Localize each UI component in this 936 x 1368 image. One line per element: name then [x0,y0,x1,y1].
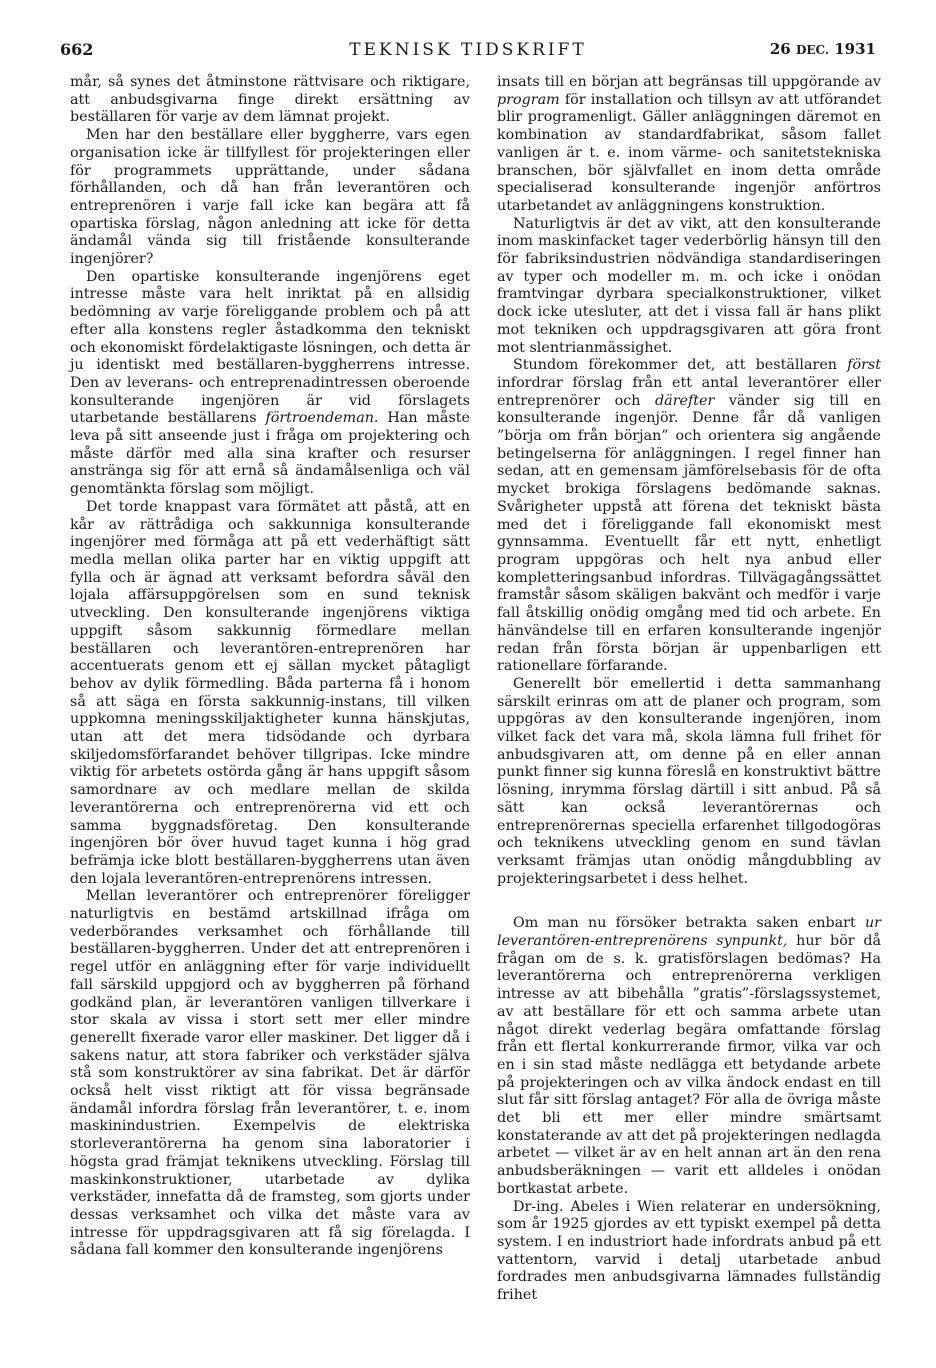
paragraph-text: vänder sig till en konsulterande ingenjör. Denne får då vanligen ”börja om från början” och orientera sig angående betingelserna för anläggningen. I regel finner han sedan, att en gemensam jämförelsebasis för de ofta mycket brokiga förslagens bedömande saknas. Svårigheter uppstå att förena det tekniskt bästa med det i föreliggande fall ekonomiskt mest gynnsamma. Eventuellt får ett nytt, enhetligt program uppgöras och helt nya anbud eller kompletteringsanbud infordras. Tillvägagångssättet framstår såsom skäligen bakvänt och medför i varje fall åtskillig onödig omgång med tid och arbete. En hänvändelse till en erfaren konsulterande ingenjör redan från första början är uppenbarligen ett rationellare förfarande. [497,392,881,675]
paragraph-text: Den opartiske konsulterande ingenjörens eget intresse måste vara helt inriktat på en allsidig bedömning av varje föreliggande problem och på att efter alla konstens regler åstadkomma den tekniskt och ekonomiskt fördelaktigaste lösningen, och detta är ju identiskt med beställaren-byggherrens intresse. Den av leverans- och entreprenadintressen oberoende konsulterande ingenjören är vid förslagets utarbetande beställarens [70,268,470,427]
issue-date [770,40,876,58]
right-column [497,74,881,1305]
left-column [70,74,470,1260]
page-header [0,40,936,64]
paragraph-text: insats till en början att begränsas till uppgörande av [497,74,881,90]
emphasis-text: program [497,91,560,108]
emphasis-text: ur leverantören-entreprenörens synpunkt, [497,915,881,950]
paragraph-text: infordrar förslag från ett antal leverantörer eller entreprenörer och [497,374,881,409]
paragraph: Dr-ing. Abeles i Wien relaterar en undersökning, som år 1925 gjordes av ett typiskt exempel på detta system. I en industriort hade infordrats anbud på ett vattentorn, varvid i detalj utarbetade anbud fordrades men anbudsgivarna lämnades fullständig frihet [497,1198,881,1304]
paragraph [70,269,470,499]
paragraph: Naturligtvis är det av vikt, att den konsulterande inom maskinfacket tager vederbörlig hänsyn till den för fabriksindustrien nödvändiga standardiseringen av typer och modeller m. m. och icke i onödan framtvingar dyrbara specialkonstruktioner, vilket dock icke utesluter, att det i vissa fall är hans plikt mot tekniken och uppdragsgivaren att göra front mot slentrianmässighet. [497,215,881,356]
paragraph [497,915,881,1198]
paragraph: mår, så synes det åtminstone rättvisare och riktigare, att anbudsgivarna finge direkt ersättning av beställaren för varje av dem lämnat projekt. [70,74,470,126]
paragraph: Men har den beställare eller byggherre, vars egen organisation icke är tillfyllest för projekteringen eller för programmets upprättande, under sådana förhållanden, och då han från leverantören och entreprenören i varje fall icke kan begära att få opartiska förslag, någon anledning att icke för detta ändamål vända sig till fristående konsulterande ingenjörer? [70,127,470,268]
paragraph-text: för installation och tillsyn av att utförandet blir programenligt. Gäller anläggningen däremot en kombination av standardfabrikat, såsom fallet vanligen är t. e. inom värme- och sanitetstekniska branschen, bör självfallet en inom detta område specialiserad konsulterande ingenjör anförtros utarbetandet av anläggningens konstruktion. [497,91,881,214]
date-year: 1931 [834,40,876,58]
emphasis-text: först [847,357,881,374]
paragraph: Generellt bör emellertid i detta sammanhang särskilt erinras om att de planer och program, som uppgöras av den konsulterande ingenjören, inom vilket fack det vara må, skola lämna full frihet för anbudsgivaren att, om denne på en eller annan punkt finner sig kunna föreslå en konstruktivt bättre lösning, inrymma förslag därtill i sitt anbud. På så sätt kan också leverantörernas och entreprenörernas speciella erfarenhet tillgodogöras och teknikens utveckling genom en sund tävlan verksamt främjas utan onödig mångdubbling av projekteringsarbetet i dess helhet. [497,675,881,887]
paragraph-text: Om man nu försöker betrakta saken enbart [513,915,865,932]
paragraph-text: Stundom förekommer det, att beställaren [513,357,848,374]
journal-title: TEKNISK TIDSKRIFT [349,40,587,60]
emphasis-text: förtroendeman. [265,410,379,427]
paragraph: Mellan leverantörer och entreprenörer föreligger naturligtvis en bestämd artskillnad ifråga om vederbörandes verksamhet och förhållande till beställaren-byggherren. Under det att entreprenören i regel utför en anläggning efter för varje individuellt fall särskild uppgjord och av byggherren på förhand godkänd plan, är leverantören vanligen tillverkare i stor skala av vissa i stort sett mer eller mindre generellt fixerade varor eller maskiner. Det ligger då i sakens natur, att stora fabriker och verkstäder själva stå som konstruktörer av sina fabrikat. Det är därför också helt visst riktigt att för vissa begränsade ändamål infordra förslag från leverantörer, t. e. inom maskinindustrien. Exempelvis de elektriska storleverantörerna ha genom sina laboratorier i högsta grad främjat teknikens utveckling. Förslag till maskinkonstruktioner, utarbetade av dylika verkstäder, innefatta då de framsteg, som gjorts under dessas verksamhet och vilka det måste vara av intresse för uppdragsgivaren att få sig förelagda. I sådana fall kommer den konsulterande ingenjörens [70,888,470,1259]
page-number: 662 [60,40,94,59]
paragraph [497,357,881,676]
paragraph-text: hur bör då frågan om de s. k. gratisförslagen bedömas? Ha leverantörerna och entreprenörerna verkligen intresse av att bibehålla ”gratis”-förslagssystemet, av att beställare för ett och samma arbete utan något direkt vederlag begära omfattande förslag från ett flertal konkurrerande firmor, vilka var och en i sin stad måste nedlägga ett betydande arbete på projekteringen och av vilka ändock endast en till slut får sitt förslag antaget? För alla de övriga måste det bli ett mer eller mindre smärtsamt konstaterande av att det på projekteringen nedlagda arbetet — vilket är av en helt annan art än den rena anbudsberäkningen — varit ett alldeles i onödan bortkastat arbete. [497,933,881,1197]
date-month: DEC. [795,43,830,57]
paragraph-text: Han måste leva på sitt anseende just i fråga om projektering och måste därför med alla sina krafter och resurser anstränga sig för att ernå så ändamålsenliga och väl genomtänkta förslag som möjligt. [70,410,470,498]
paragraph [497,74,881,216]
emphasis-text: därefter [655,392,715,409]
paragraph: Det torde knappast vara förmätet att påstå, att en kår av rättrådiga och sakkunniga konsulterande ingenjörer med förmåga att på ett vederhäftigt sätt medla mellan olika parter har en viktig uppgift att fylla och är ägnad att verksamt befordra såväl den lojala affärsuppgörelsen som en sund teknisk utveckling. Den konsulterande ingenjörens viktiga uppgift såsom sakkunnig förmedlare mellan beställaren och leverantören-entreprenören har accentuerats genom ett ej sällan mycket påtagligt behov av dylik förmedling. Båda parterna få i honom så att säga en första sakkunnig-instans, till vilken uppkomna meningsskiljaktigheter kunna hänskjutas, utan att det mera tidsödande och dyrbara skiljedomsförfarandet behöver tillgripas. Icke mindre viktig för arbetets ostörda gång är hans uppgift såsom samordnare av och medlare mellan de skilda leverantörerna och entreprenörerna vid ett och samma byggnadsföretag. Den konsulterande ingenjören bör över huvud taget kunna i hög grad befrämja icke blott beställaren-byggherrens utan även den lojala leverantören-entreprenörens intressen. [70,498,470,887]
date-day: 26 [769,40,791,58]
